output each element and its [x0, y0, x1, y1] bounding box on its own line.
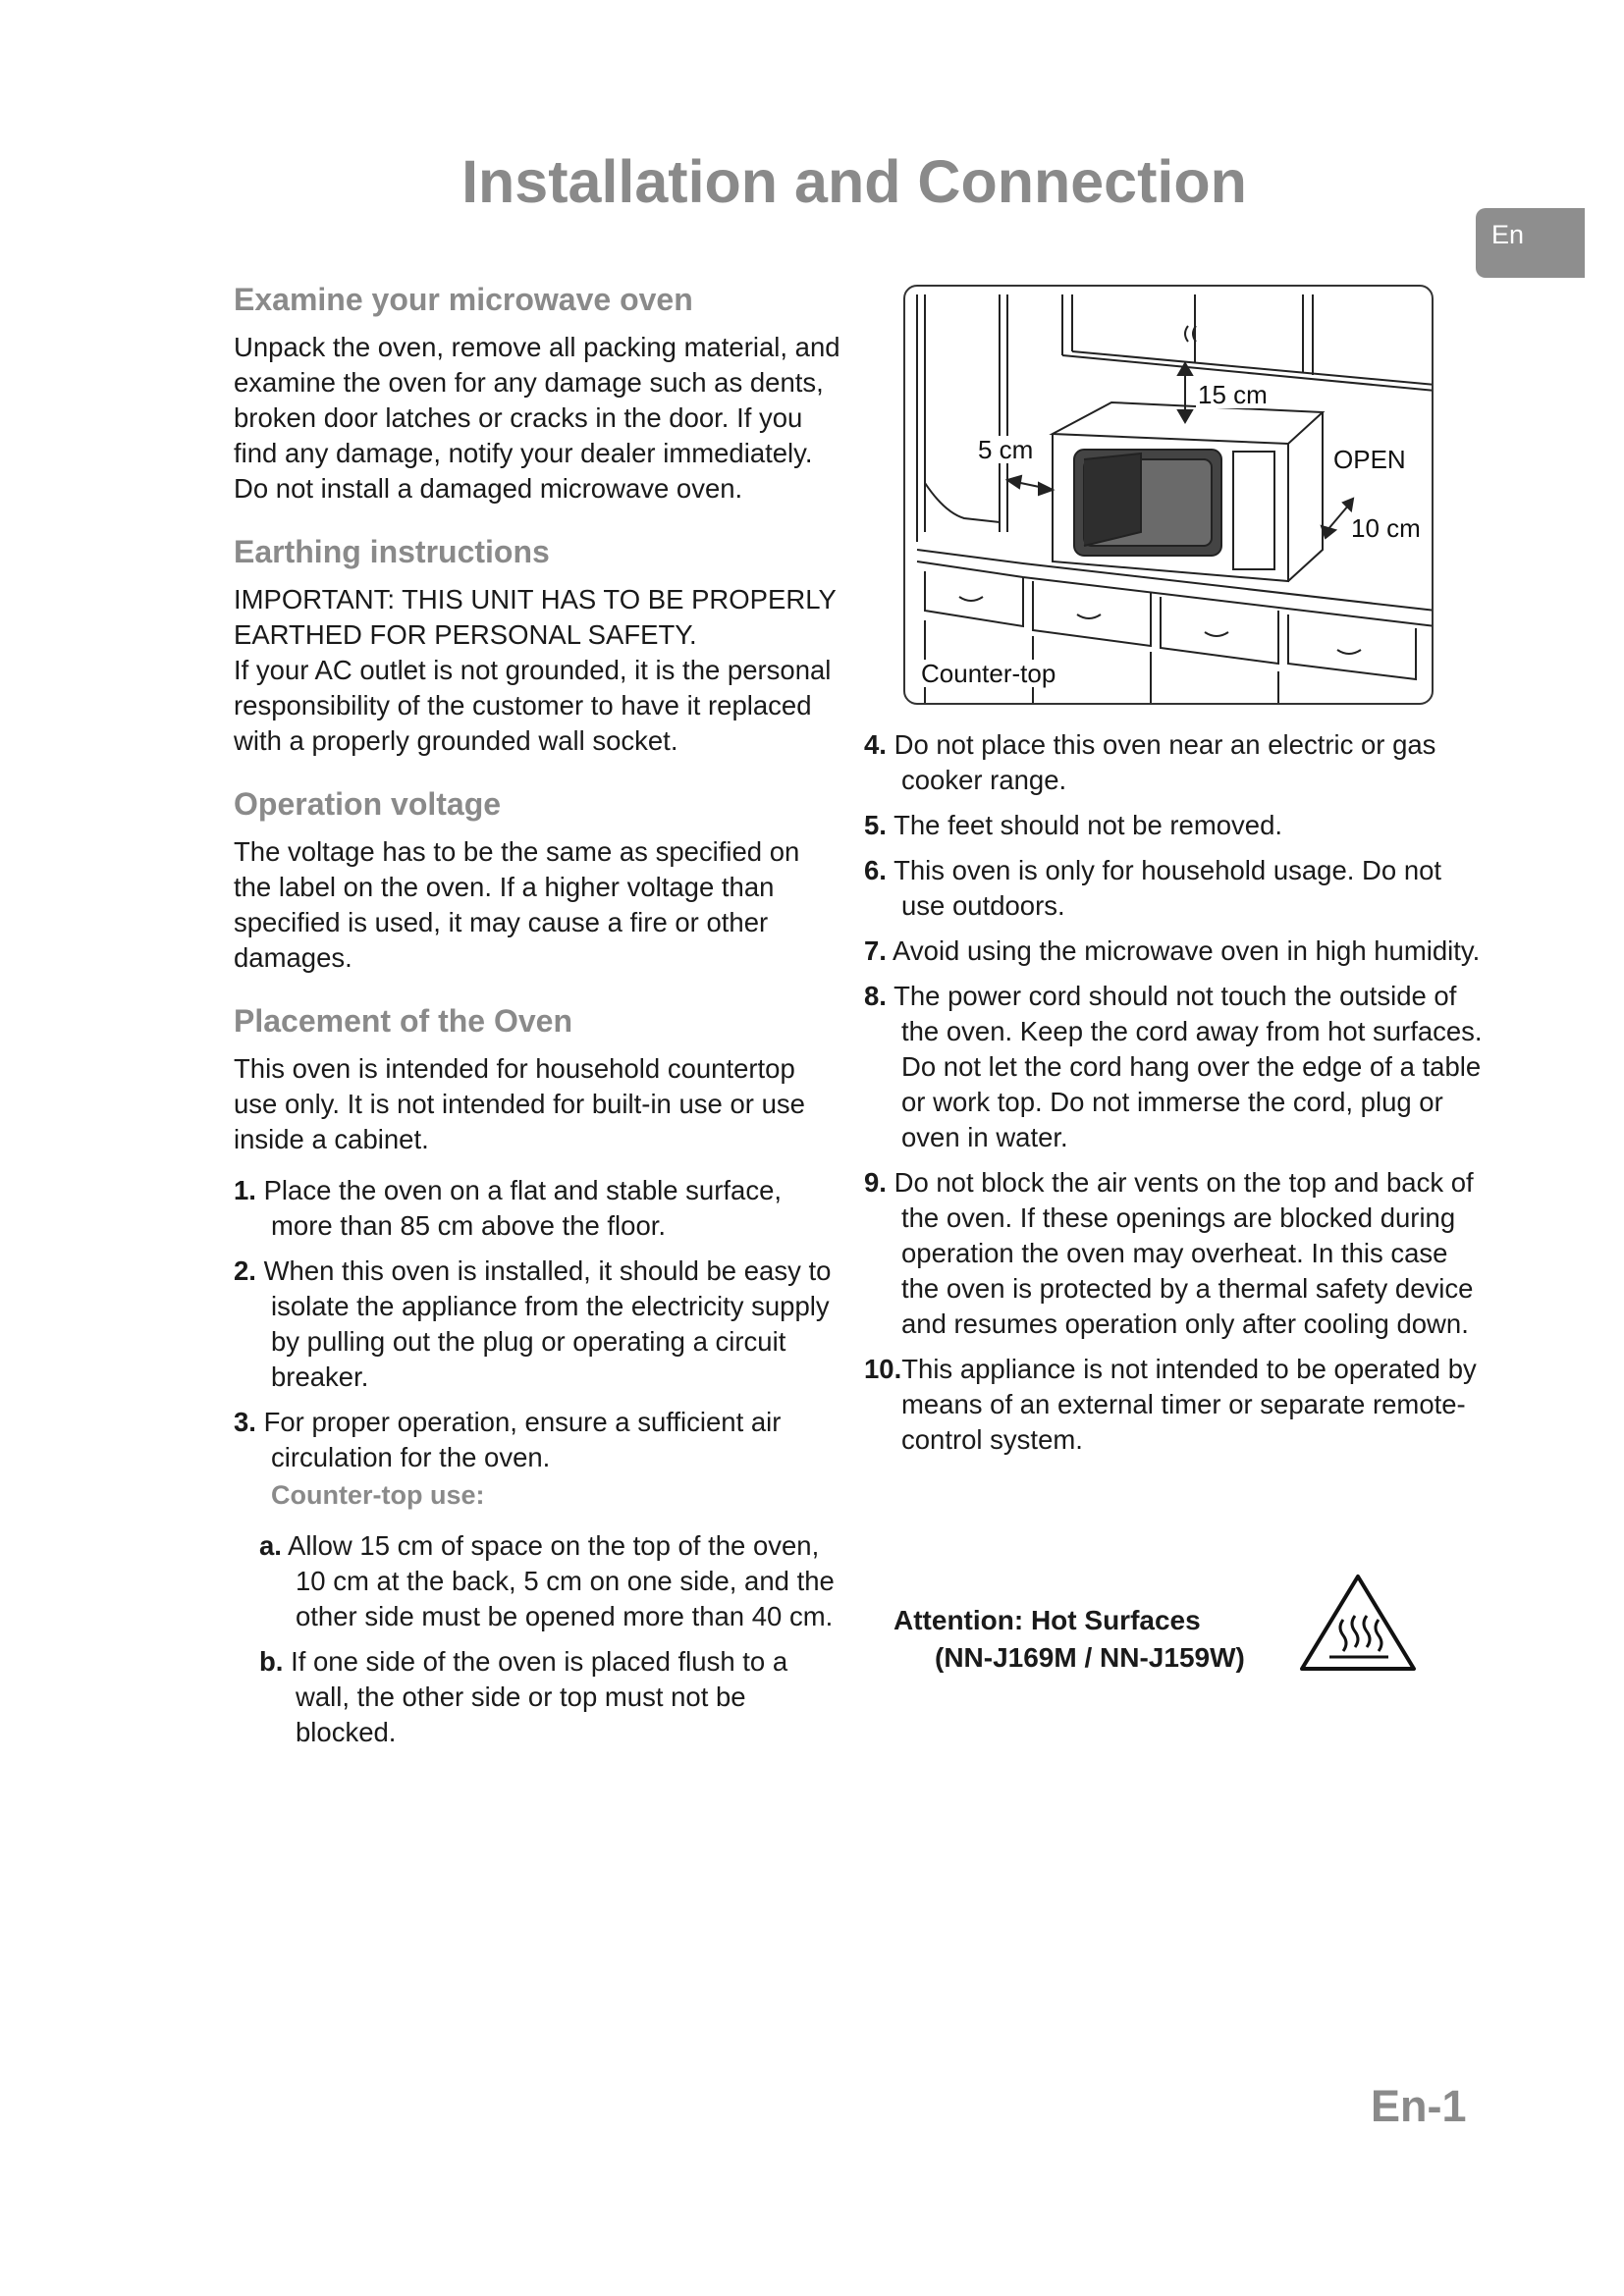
- examine-text: Unpack the oven, remove all packing material, and examine the oven for any damage such as dents, broken door latches or cracks in the door. If you find any damage, notify your dealer immediately. Do not install a damaged microwave oven.: [234, 332, 840, 504]
- label-15cm: 15 cm: [1198, 380, 1268, 409]
- installation-diagram: [903, 285, 1434, 705]
- placement-list: [234, 1173, 842, 1513]
- hot-surface-warning-icon: [1294, 1569, 1422, 1679]
- earthing-text: If your AC outlet is not grounded, it is the personal responsibility of the customer to have it replaced with a properly grounded wall socket.: [234, 655, 832, 756]
- list-item: 10.This appliance is not intended to be operated by means of an external timer or separate remote-control system.: [864, 1354, 1477, 1455]
- list-item: 6. This oven is only for household usage. Do not use outdoors.: [864, 855, 1442, 921]
- earthing-important: IMPORTANT: THIS UNIT HAS TO BE PROPERLY EARTHED FOR PERSONAL SAFETY.: [234, 584, 837, 650]
- countertop-sublist: [259, 1528, 842, 1750]
- label-5cm: 5 cm: [978, 435, 1034, 464]
- list-item: 4. Do not place this oven near an electric or gas cooker range.: [864, 729, 1436, 795]
- list-item: b. If one side of the oven is placed flush to a wall, the other side or top must not be blocked.: [259, 1646, 788, 1747]
- list-item: 9. Do not block the air vents on the top and back of the oven. If these openings are blocked during operation the oven may overheat. In this case the oven is protected by a thermal safety device and resumes operation only after cooling down.: [864, 1167, 1474, 1339]
- voltage-text: The voltage has to be the same as specified on the label on the oven. If a higher voltage than specified is used, it may cause a fire or other damages.: [234, 836, 800, 973]
- list-item: 3. For proper operation, ensure a sufficient air circulation for the oven. Counter-top use:: [234, 1405, 842, 1513]
- heading-examine: Examine your microwave oven: [234, 282, 693, 317]
- attention-title: Attention: Hot Surfaces: [893, 1605, 1201, 1635]
- countertop-label: Counter-top use:: [271, 1480, 485, 1510]
- label-counter-top: Counter-top: [921, 659, 1056, 688]
- page-title: Installation and Connection: [461, 148, 1247, 215]
- right-column: [864, 727, 1492, 1468]
- label-open: OPEN: [1333, 445, 1406, 474]
- diagram-illustration: [905, 287, 1434, 705]
- list-item: a. Allow 15 cm of space on the top of the oven, 10 cm at the back, 5 cm on one side, and the other side must be opened more than 40 cm.: [259, 1530, 835, 1631]
- list-item: 8. The power cord should not touch the outside of the oven. Keep the cord away from hot surfaces. Do not let the cord hang over the edge of a table or work top. Do not immerse the cord, plug or oven in water.: [864, 981, 1483, 1152]
- heading-placement: Placement of the Oven: [234, 1003, 572, 1039]
- heading-earthing: Earthing instructions: [234, 534, 550, 569]
- label-10cm: 10 cm: [1351, 513, 1421, 543]
- list-item: 7. Avoid using the microwave oven in high humidity.: [864, 935, 1481, 966]
- list-item: 1. Place the oven on a flat and stable surface, more than 85 cm above the floor.: [234, 1175, 783, 1241]
- page-number: En-1: [1371, 2081, 1467, 2131]
- list-item: 2. When this oven is installed, it should be easy to isolate the appliance from the electricity supply by pulling out the plug or operating a circuit breaker.: [234, 1255, 832, 1392]
- placement-text: This oven is intended for household countertop use only. It is not intended for built-in use or use inside a cabinet.: [234, 1053, 805, 1154]
- list-item: 5. The feet should not be removed.: [864, 810, 1283, 840]
- heading-voltage: Operation voltage: [234, 786, 502, 822]
- language-tab: En: [1476, 208, 1585, 278]
- attention-note: [893, 1602, 1245, 1677]
- left-column: [234, 282, 842, 1760]
- attention-models: (NN-J169M / NN-J159W): [935, 1642, 1245, 1673]
- placement-list-continued: [864, 727, 1492, 1458]
